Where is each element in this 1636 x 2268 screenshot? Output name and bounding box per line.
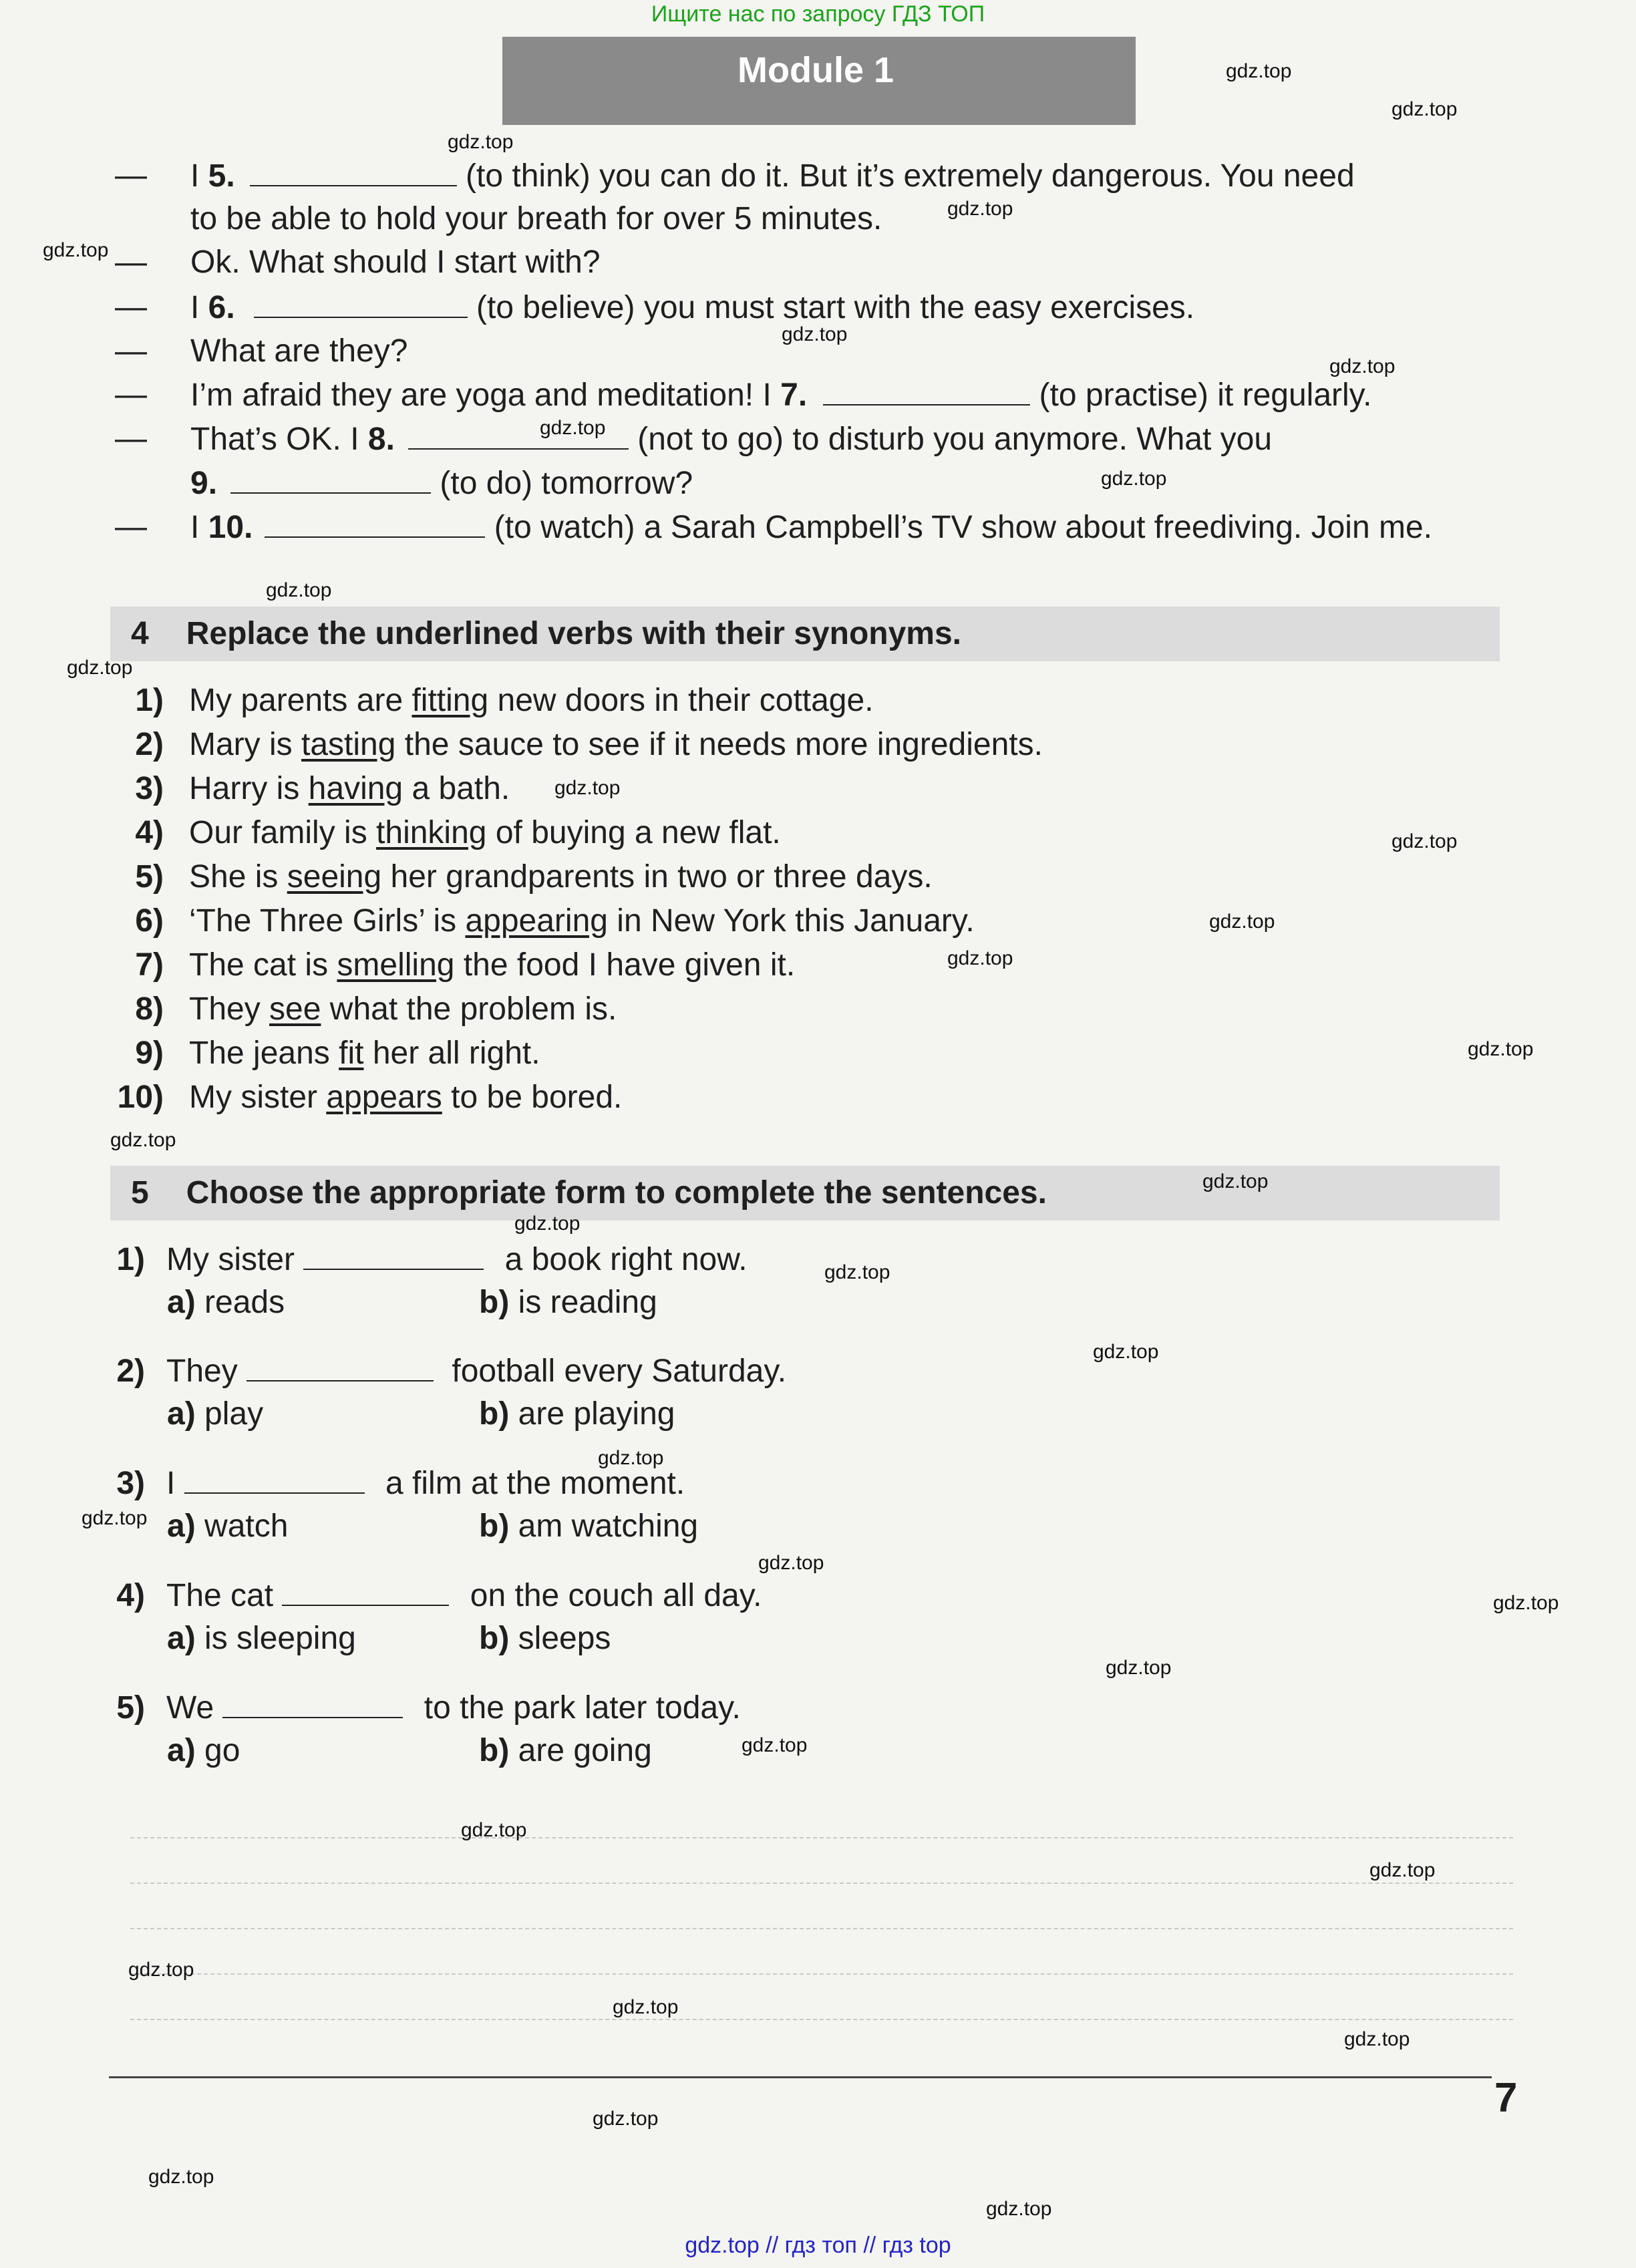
writing-line[interactable] bbox=[130, 1928, 1513, 1929]
watermark: gdz.top bbox=[947, 947, 1013, 969]
module-header: Module 1 bbox=[502, 37, 1136, 125]
question: 4) The cat on the couch all day. bbox=[110, 1575, 762, 1616]
list-item: 7) The cat is smelling the food I have given it. bbox=[135, 947, 796, 983]
watermark: gdz.top bbox=[266, 579, 332, 601]
dialogue-line-9: 9. (to do) tomorrow? bbox=[190, 463, 693, 504]
writing-line[interactable] bbox=[130, 2019, 1513, 2020]
dash: — bbox=[115, 509, 147, 544]
watermark: gdz.top bbox=[81, 1507, 148, 1529]
option-b[interactable]: b) is reading bbox=[479, 1285, 657, 1320]
dialogue-line-6: I 6. (to believe) you must start with the easy exercises. bbox=[190, 287, 1194, 328]
list-item: 3) Harry is having a bath. bbox=[135, 771, 510, 806]
watermark: gdz.top bbox=[1493, 1592, 1559, 1614]
page-number: 7 bbox=[1494, 2075, 1518, 2121]
list-item: 4) Our family is thinking of buying a new flat. bbox=[135, 815, 781, 850]
list-item: 8) They see what the problem is. bbox=[135, 991, 617, 1027]
dialogue-line-8: That’s OK. I 8. (not to go) to disturb you anymore. What you bbox=[190, 419, 1272, 460]
watermark: gdz.top bbox=[514, 1212, 581, 1235]
option-b[interactable]: b) are going bbox=[479, 1733, 652, 1768]
watermark: gdz.top bbox=[67, 657, 133, 679]
top-banner[interactable]: Ищите нас по запросу ГДЗ ТОП bbox=[651, 1, 985, 27]
watermark: gdz.top bbox=[148, 2166, 214, 2188]
writing-line[interactable] bbox=[130, 1973, 1513, 1975]
watermark: gdz.top bbox=[1226, 60, 1292, 82]
dash: — bbox=[115, 158, 147, 193]
writing-line[interactable] bbox=[130, 1883, 1513, 1884]
list-item: 1) My parents are fitting new doors in their cottage. bbox=[135, 683, 874, 718]
question: 3) I a film at the moment. bbox=[110, 1463, 685, 1504]
watermark: gdz.top bbox=[598, 1447, 664, 1469]
question: 5) We to the park later today. bbox=[110, 1687, 741, 1728]
dash: — bbox=[115, 377, 147, 412]
watermark: gdz.top bbox=[1209, 911, 1275, 933]
option-b[interactable]: b) sleeps bbox=[479, 1621, 611, 1656]
watermark: gdz.top bbox=[128, 1959, 194, 1981]
question: 1) My sister a book right now. bbox=[110, 1239, 748, 1280]
answer-blank[interactable] bbox=[222, 1687, 403, 1718]
option-a[interactable]: a) play bbox=[167, 1396, 264, 1432]
dash: — bbox=[115, 245, 147, 280]
watermark: gdz.top bbox=[613, 1996, 679, 2018]
watermark: gdz.top bbox=[758, 1552, 824, 1574]
option-a[interactable]: a) go bbox=[167, 1733, 240, 1768]
list-item: 10) My sister appears to be bored. bbox=[117, 1080, 623, 1115]
watermark: gdz.top bbox=[1392, 830, 1458, 852]
watermark: gdz.top bbox=[947, 198, 1013, 220]
watermark: gdz.top bbox=[824, 1261, 890, 1283]
watermark: gdz.top bbox=[1344, 2028, 1410, 2050]
watermark: gdz.top bbox=[448, 131, 514, 153]
option-b[interactable]: b) am watching bbox=[479, 1508, 699, 1544]
dialogue-line: Ok. What should I start with? bbox=[190, 245, 601, 280]
answer-blank[interactable] bbox=[247, 1351, 434, 1382]
watermark: gdz.top bbox=[742, 1734, 808, 1756]
list-item: 5) She is seeing her grandparents in two or three days. bbox=[135, 859, 933, 895]
watermark: gdz.top bbox=[782, 323, 848, 345]
watermark: gdz.top bbox=[1329, 355, 1396, 377]
answer-blank[interactable] bbox=[250, 156, 457, 186]
watermark: gdz.top bbox=[540, 417, 606, 439]
writing-line[interactable] bbox=[130, 1837, 1513, 1838]
watermark: gdz.top bbox=[1392, 98, 1458, 120]
dialogue-line-cont: to be able to hold your breath for over 5 minutes. bbox=[190, 201, 882, 236]
footer-rule bbox=[109, 2076, 1492, 2078]
watermark: gdz.top bbox=[986, 2198, 1052, 2220]
dialogue-line-10: I 10. (to watch) a Sarah Campbell’s TV show about freediving. Join me. bbox=[190, 507, 1432, 548]
answer-blank[interactable] bbox=[265, 507, 485, 538]
answer-blank[interactable] bbox=[823, 375, 1030, 406]
watermark: gdz.top bbox=[461, 1819, 527, 1841]
watermark: gdz.top bbox=[1369, 1859, 1436, 1881]
option-b[interactable]: b) are playing bbox=[479, 1396, 675, 1432]
watermark: gdz.top bbox=[110, 1129, 176, 1151]
list-item: 9) The jeans fit her all right. bbox=[135, 1035, 540, 1071]
list-item: 6) ‘The Three Girls’ is appearing in New York this January. bbox=[135, 903, 975, 939]
option-a[interactable]: a) reads bbox=[167, 1285, 285, 1320]
watermark: gdz.top bbox=[1106, 1657, 1172, 1679]
question: 2) They football every Saturday. bbox=[110, 1351, 786, 1392]
section-5-title: 5 Choose the appropriate form to complete the sentences. bbox=[131, 1175, 1047, 1210]
answer-blank[interactable] bbox=[184, 1463, 365, 1494]
bottom-banner[interactable]: gdz.top // гдз топ // гдз top bbox=[685, 2233, 951, 2258]
dash: — bbox=[115, 421, 147, 456]
watermark: gdz.top bbox=[1101, 468, 1167, 490]
dash: — bbox=[115, 333, 147, 369]
answer-blank[interactable] bbox=[303, 1239, 484, 1270]
watermark: gdz.top bbox=[43, 239, 109, 261]
watermark: gdz.top bbox=[1093, 1341, 1159, 1363]
dialogue-line-7: I’m afraid they are yoga and meditation! I 7. (to practise) it regularly. bbox=[190, 375, 1371, 416]
option-a[interactable]: a) is sleeping bbox=[167, 1621, 356, 1656]
watermark: gdz.top bbox=[1202, 1170, 1269, 1192]
list-item: 2) Mary is tasting the sauce to see if it needs more ingredients. bbox=[135, 727, 1043, 762]
watermark: gdz.top bbox=[593, 2108, 659, 2130]
option-a[interactable]: a) watch bbox=[167, 1508, 289, 1544]
dash: — bbox=[115, 289, 147, 325]
answer-blank[interactable] bbox=[230, 463, 431, 494]
watermark: gdz.top bbox=[1468, 1038, 1534, 1060]
section-4-title: 4 Replace the underlined verbs with their synonyms. bbox=[131, 616, 961, 651]
watermark: gdz.top bbox=[554, 777, 621, 799]
dialogue-line: What are they? bbox=[190, 333, 408, 369]
answer-blank[interactable] bbox=[282, 1575, 449, 1606]
answer-blank[interactable] bbox=[254, 287, 468, 318]
dialogue-line-5: I 5. (to think) you can do it. But it’s extremely dangerous. You need bbox=[190, 156, 1355, 196]
